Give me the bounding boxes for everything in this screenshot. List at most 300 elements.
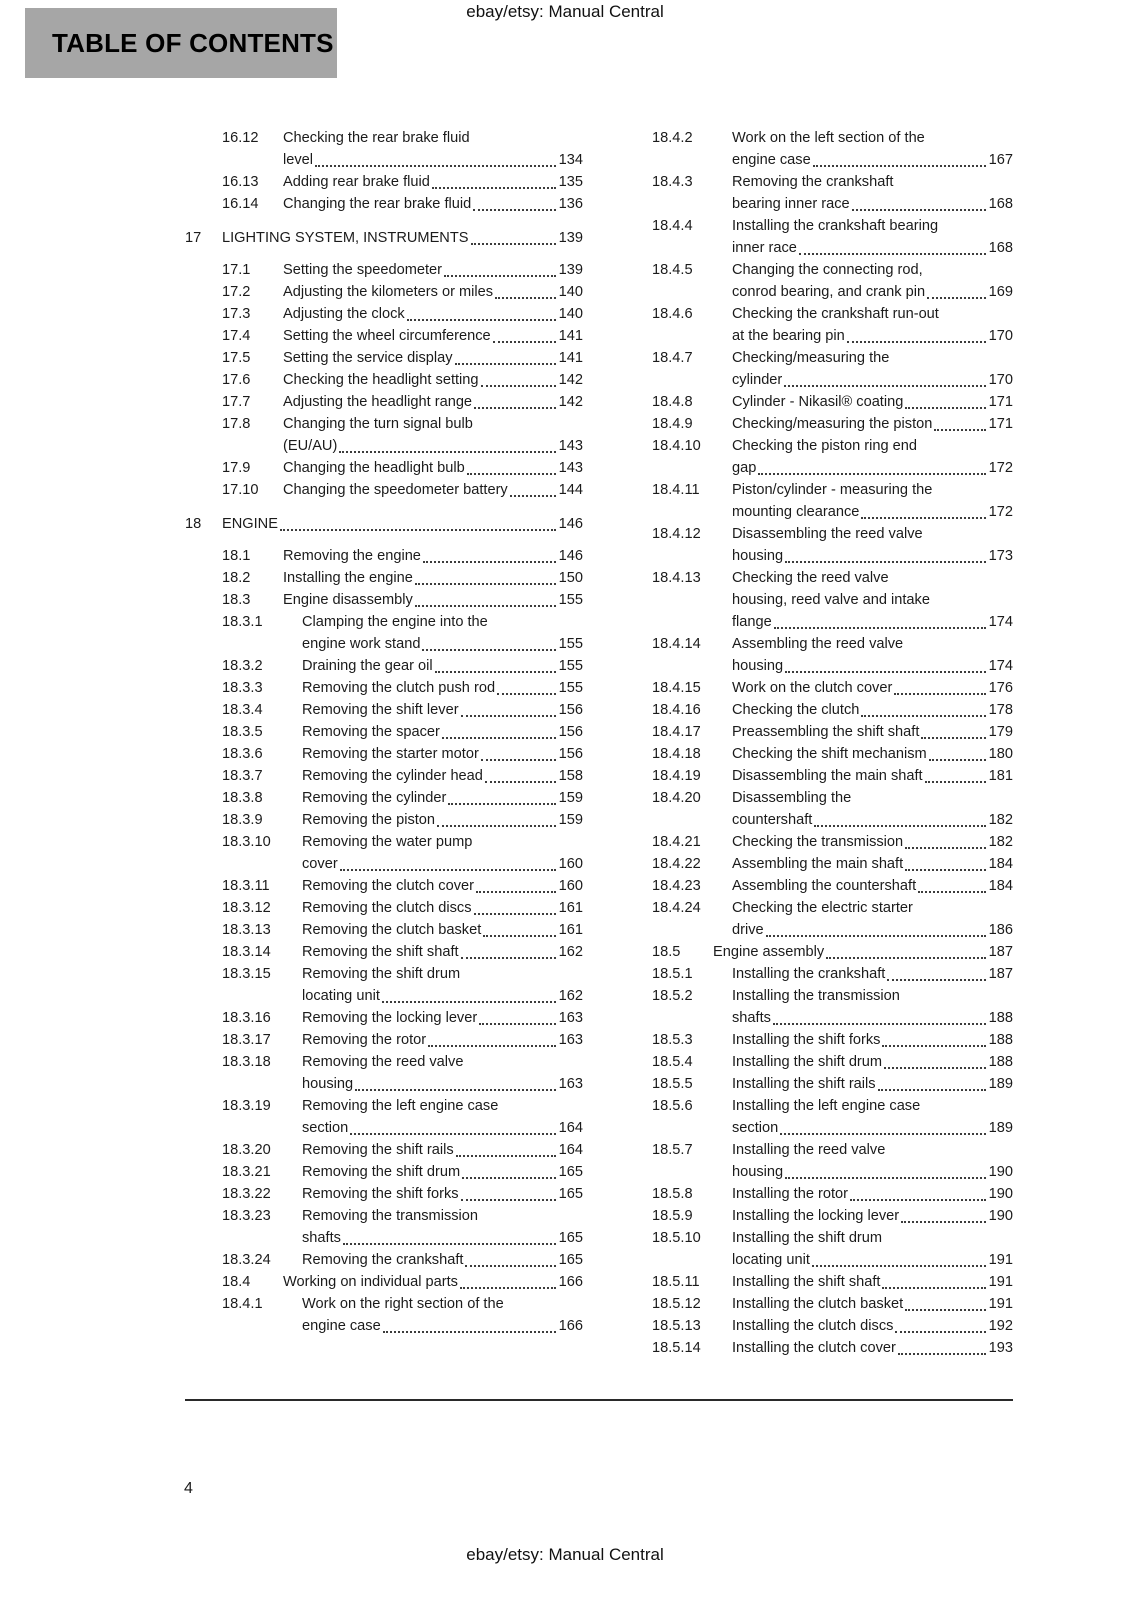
toc-entry-page: 187: [988, 966, 1013, 982]
toc-entry[interactable]: [615, 391, 1013, 413]
toc-title-line: [302, 1073, 583, 1095]
toc-title-line: [283, 413, 583, 435]
toc-entry-number: 18.3.8: [222, 790, 263, 806]
toc-entry-number: 18.3.14: [222, 944, 271, 960]
toc-entry-number: 18.3.9: [222, 812, 263, 828]
toc-title-line: [713, 941, 1013, 963]
toc-title-text: Piston/cylinder - measuring the: [732, 482, 933, 498]
toc-entry-number: 18.5.13: [652, 1318, 701, 1334]
toc-title-text: Work on the clutch cover: [732, 680, 893, 696]
toc-entry-page: 159: [558, 812, 583, 828]
toc-entry-title: [732, 765, 1013, 787]
toc-entry[interactable]: [185, 919, 583, 941]
dot-leader: [905, 869, 985, 871]
toc-title-line: [732, 457, 1013, 479]
toc-entry-page: 164: [558, 1120, 583, 1136]
toc-title-line: [732, 853, 1013, 875]
dot-leader: [437, 825, 556, 827]
toc-title-line: [732, 699, 1013, 721]
toc-title-text: Engine disassembly: [283, 592, 413, 608]
toc-entry-page: 170: [988, 372, 1013, 388]
toc-entry-title: [732, 831, 1013, 853]
toc-entry-title: [732, 413, 1013, 435]
toc-title-text: Checking the shift mechanism: [732, 746, 927, 762]
toc-entry-title: [732, 721, 1013, 743]
toc-title-text: Installing the clutch discs: [732, 1318, 894, 1334]
toc-title-line: [283, 479, 583, 501]
toc-entry[interactable]: [615, 413, 1013, 435]
toc-entry[interactable]: [615, 1227, 1013, 1271]
toc-title-text: flange: [732, 614, 772, 630]
toc-title-line: [732, 1249, 1013, 1271]
toc-entry[interactable]: [615, 171, 1013, 215]
toc-banner: [25, 8, 337, 78]
toc-title-text: Assembling the main shaft: [732, 856, 904, 872]
toc-entry-title: [302, 721, 583, 743]
toc-title-text: engine work stand: [302, 636, 421, 652]
toc-title-line: [302, 1227, 583, 1249]
toc-entry[interactable]: [185, 545, 583, 567]
toc-entry[interactable]: [185, 1029, 583, 1051]
toc-title-text: Removing the clutch basket: [302, 922, 482, 938]
toc-title-text: Adjusting the headlight range: [283, 394, 473, 410]
toc-title-text: drive: [732, 922, 764, 938]
toc-title-line: [732, 1337, 1013, 1359]
toc-entry-page: 162: [558, 944, 583, 960]
toc-entry-title: [732, 1095, 1013, 1139]
toc-entry-number: 18.4.13: [652, 570, 701, 586]
toc-entry-title: [283, 281, 583, 303]
dot-leader: [432, 187, 556, 189]
toc-title-line: [732, 149, 1013, 171]
dot-leader: [785, 1177, 986, 1179]
toc-title-line: [732, 897, 1013, 919]
toc-entry[interactable]: [615, 303, 1013, 347]
toc-entry-title: [732, 1227, 1013, 1271]
toc-title-text: Removing the clutch push rod: [302, 680, 496, 696]
dot-leader: [918, 891, 985, 893]
dot-leader: [483, 935, 555, 937]
toc-title-text: Checking the reed valve: [732, 570, 889, 586]
toc-entry-number: 18.4.18: [652, 746, 701, 762]
toc-entry[interactable]: [615, 831, 1013, 853]
dot-leader: [448, 803, 555, 805]
toc-title-line: [283, 149, 583, 171]
toc-entry[interactable]: [615, 677, 1013, 699]
toc-entry[interactable]: [185, 875, 583, 897]
toc-entry[interactable]: [615, 897, 1013, 941]
toc-entry[interactable]: [615, 1205, 1013, 1227]
toc-entry[interactable]: [185, 479, 583, 501]
toc-entry[interactable]: [185, 1051, 583, 1095]
toc-entry-number: 18.4.5: [652, 262, 693, 278]
toc-title-text: Removing the crankshaft: [732, 174, 894, 190]
toc-title-line: [283, 127, 583, 149]
toc-entry[interactable]: [615, 985, 1013, 1029]
dot-leader: [479, 1023, 555, 1025]
toc-entry-number: 18.5.6: [652, 1098, 693, 1114]
toc-title-text: housing: [732, 548, 784, 564]
toc-title-text: Removing the engine: [283, 548, 421, 564]
toc-title-text: Removing the shift drum: [302, 1164, 461, 1180]
toc-entry[interactable]: [185, 413, 583, 457]
toc-entry[interactable]: [615, 787, 1013, 831]
toc-entry-page: 139: [558, 230, 583, 246]
toc-entry-title: [283, 171, 583, 193]
toc-entry-number: 18.3.5: [222, 724, 263, 740]
toc-entry-number: 16.13: [222, 174, 259, 190]
toc-title-text: mounting clearance: [732, 504, 860, 520]
toc-entry-page: 156: [558, 746, 583, 762]
toc-entry-number: 18.4.3: [652, 174, 693, 190]
toc-entry[interactable]: [615, 435, 1013, 479]
toc-title-line: [732, 1117, 1013, 1139]
toc-title-text: Removing the transmission: [302, 1208, 479, 1224]
toc-entry[interactable]: [615, 1139, 1013, 1183]
toc-title-line: [732, 1271, 1013, 1293]
toc-title-text: Installing the shift shaft: [732, 1274, 881, 1290]
toc-entry[interactable]: [615, 743, 1013, 765]
toc-entry-number: 18.4.24: [652, 900, 701, 916]
dot-leader: [493, 341, 556, 343]
toc-entry-page: 155: [558, 658, 583, 674]
toc-title-line: [732, 237, 1013, 259]
toc-entry[interactable]: [185, 1293, 583, 1337]
toc-entry[interactable]: [185, 611, 583, 655]
toc-entry-title: [302, 1293, 583, 1337]
dot-leader: [471, 243, 556, 245]
toc-title-line: [283, 391, 583, 413]
toc-entry[interactable]: [185, 281, 583, 303]
toc-entry-page: 165: [558, 1164, 583, 1180]
toc-entry[interactable]: [185, 787, 583, 809]
toc-entry-number: 17: [185, 230, 202, 246]
toc-columns: [185, 127, 1013, 1359]
toc-title-text: Removing the cylinder: [302, 790, 447, 806]
toc-entry[interactable]: [615, 215, 1013, 259]
toc-entry[interactable]: [185, 743, 583, 765]
dot-leader: [350, 1133, 555, 1135]
toc-entry-page: 160: [558, 878, 583, 894]
toc-entry[interactable]: [615, 1337, 1013, 1359]
toc-title-line: [732, 1073, 1013, 1095]
toc-entry-page: 136: [558, 196, 583, 212]
toc-title-line: [283, 325, 583, 347]
toc-entry-page: 174: [988, 658, 1013, 674]
toc-entry[interactable]: [185, 809, 583, 831]
toc-title-text: Checking the piston ring end: [732, 438, 917, 454]
toc-entry[interactable]: [185, 589, 583, 611]
toc-entry-title: [732, 743, 1013, 765]
toc-entry-page: 189: [988, 1076, 1013, 1092]
toc-entry[interactable]: [615, 963, 1013, 985]
toc-entry-page: 172: [988, 504, 1013, 520]
toc-entry-page: 171: [988, 416, 1013, 432]
toc-entry-page: 176: [988, 680, 1013, 696]
toc-entry[interactable]: [185, 391, 583, 413]
toc-title-text: Changing the rear brake fluid: [283, 196, 472, 212]
toc-title-line: [732, 215, 1013, 237]
toc-title-text: Changing the headlight bulb: [283, 460, 465, 476]
toc-entry-title: [732, 699, 1013, 721]
toc-entry[interactable]: [615, 765, 1013, 787]
toc-entry-title: [302, 897, 583, 919]
toc-entry-title: [222, 513, 583, 535]
toc-entry-number: 18.4.12: [652, 526, 701, 542]
page-number: 4: [184, 1480, 193, 1497]
toc-entry-number: 16.12: [222, 130, 259, 146]
toc-entry-page: 188: [988, 1032, 1013, 1048]
toc-entry[interactable]: [185, 127, 583, 171]
toc-entry[interactable]: [185, 193, 583, 215]
toc-entry-number: 18.4: [222, 1274, 251, 1290]
toc-entry[interactable]: [185, 1139, 583, 1161]
toc-entry[interactable]: [615, 721, 1013, 743]
dot-leader: [884, 1067, 986, 1069]
toc-entry[interactable]: [615, 127, 1013, 171]
toc-entry-page: 174: [988, 614, 1013, 630]
toc-entry[interactable]: [615, 259, 1013, 303]
dot-leader: [460, 1287, 556, 1289]
toc-entry[interactable]: [185, 897, 583, 919]
toc-entry[interactable]: [185, 1183, 583, 1205]
toc-title-line: [732, 809, 1013, 831]
toc-title-text: Preassembling the shift shaft: [732, 724, 920, 740]
toc-entry-number: 17.10: [222, 482, 259, 498]
toc-title-line: [302, 1293, 583, 1315]
toc-entry-page: 178: [988, 702, 1013, 718]
toc-entry[interactable]: [615, 567, 1013, 633]
toc-entry-title: [732, 1073, 1013, 1095]
toc-entry-number: 17.2: [222, 284, 251, 300]
toc-entry[interactable]: [185, 699, 583, 721]
toc-entry-title: [732, 677, 1013, 699]
toc-entry[interactable]: [615, 1073, 1013, 1095]
toc-entry[interactable]: [185, 941, 583, 963]
toc-banner-title: TABLE OF CONTENTS: [52, 27, 334, 58]
toc-entry[interactable]: [185, 677, 583, 699]
toc-title-line: [283, 171, 583, 193]
toc-entry-title: [302, 919, 583, 941]
toc-title-text: Removing the piston: [302, 812, 436, 828]
toc-entry[interactable]: [185, 765, 583, 787]
toc-entry[interactable]: [185, 171, 583, 193]
toc-entry-number: 18.5.12: [652, 1296, 701, 1312]
toc-entry-page: 169: [988, 284, 1013, 300]
toc-title-line: [732, 985, 1013, 1007]
dot-leader: [481, 759, 556, 761]
toc-entry[interactable]: [185, 831, 583, 875]
toc-entry[interactable]: [185, 655, 583, 677]
toc-title-line: [732, 545, 1013, 567]
toc-entry-number: 18.5.10: [652, 1230, 701, 1246]
toc-title-text: Installing the shift forks: [732, 1032, 881, 1048]
toc-entry[interactable]: [185, 1205, 583, 1249]
toc-entry-number: 17.1: [222, 262, 251, 278]
toc-entry[interactable]: [185, 325, 583, 347]
toc-entry-page: 173: [988, 548, 1013, 564]
toc-entry-page: 139: [558, 262, 583, 278]
footer-title: ebay/etsy: Manual Central: [466, 1545, 664, 1564]
toc-entry[interactable]: [185, 347, 583, 369]
toc-entry[interactable]: [185, 1271, 583, 1293]
toc-entry-number: 17.7: [222, 394, 251, 410]
toc-entry-page: 180: [988, 746, 1013, 762]
toc-entry-page: 141: [558, 350, 583, 366]
toc-title-text: locating unit: [732, 1252, 810, 1268]
toc-entry[interactable]: [615, 1051, 1013, 1073]
toc-entry-page: 166: [558, 1318, 583, 1334]
dot-leader: [510, 495, 556, 497]
header-title: ebay/etsy: Manual Central: [466, 2, 664, 21]
toc-title-text: countershaft: [732, 812, 813, 828]
toc-entry[interactable]: [185, 227, 583, 249]
toc-entry-page: 163: [558, 1032, 583, 1048]
toc-entry[interactable]: [615, 875, 1013, 897]
toc-entry-number: 18.4.14: [652, 636, 701, 652]
toc-entry[interactable]: [185, 567, 583, 589]
toc-entry-title: [283, 127, 583, 171]
toc-entry-number: 18.3.23: [222, 1208, 271, 1224]
toc-entry-title: [302, 677, 583, 699]
toc-entry-page: 192: [988, 1318, 1013, 1334]
toc-entry-title: [302, 1095, 583, 1139]
toc-entry[interactable]: [185, 963, 583, 1007]
toc-title-text: Installing the crankshaft bearing: [732, 218, 939, 234]
toc-title-line: [302, 919, 583, 941]
toc-entry-number: 17.4: [222, 328, 251, 344]
dot-leader: [882, 1287, 985, 1289]
toc-entry-number: 18.4.20: [652, 790, 701, 806]
toc-title-line: [283, 369, 583, 391]
toc-entry-title: [302, 963, 583, 1007]
toc-entry[interactable]: [615, 941, 1013, 963]
toc-entry[interactable]: [185, 369, 583, 391]
toc-entry[interactable]: [615, 1095, 1013, 1139]
toc-entry[interactable]: [615, 479, 1013, 523]
toc-title-line: [302, 963, 583, 985]
toc-entry[interactable]: [615, 1183, 1013, 1205]
toc-entry-page: 193: [988, 1340, 1013, 1356]
toc-entry-number: 18.3.2: [222, 658, 263, 674]
toc-title-line: [732, 567, 1013, 589]
toc-entry-title: [283, 1271, 583, 1293]
toc-title-line: [732, 919, 1013, 941]
toc-entry[interactable]: [615, 347, 1013, 391]
dot-leader: [785, 561, 986, 563]
toc-entry-number: 18.4.1: [222, 1296, 263, 1312]
toc-entry[interactable]: [615, 1293, 1013, 1315]
toc-title-line: [302, 1051, 583, 1073]
toc-title-text: conrod bearing, and crank pin: [732, 284, 926, 300]
toc-title-line: [732, 325, 1013, 347]
toc-entry-number: 18.3.16: [222, 1010, 271, 1026]
toc-entry-title: [732, 963, 1013, 985]
toc-entry-number: 18.3.11: [222, 878, 270, 894]
toc-title-text: Installing the engine: [283, 570, 413, 586]
dot-leader: [850, 1199, 986, 1201]
toc-entry[interactable]: [615, 523, 1013, 567]
toc-entry-title: [732, 1205, 1013, 1227]
toc-title-text: Setting the speedometer: [283, 262, 443, 278]
dot-leader: [905, 1309, 985, 1311]
toc-title-text: Adjusting the clock: [283, 306, 405, 322]
toc-title-line: [302, 985, 583, 1007]
toc-entry-title: [732, 523, 1013, 567]
toc-entry[interactable]: [185, 721, 583, 743]
toc-entry-title: [732, 259, 1013, 303]
toc-title-text: section: [302, 1120, 349, 1136]
toc-title-text: Installing the shift rails: [732, 1076, 876, 1092]
toc-entry[interactable]: [615, 633, 1013, 677]
toc-entry[interactable]: [185, 1161, 583, 1183]
dot-leader: [343, 1243, 556, 1245]
toc-title-line: [302, 787, 583, 809]
toc-entry-title: [283, 413, 583, 457]
toc-title-text: Changing the connecting rod,: [732, 262, 923, 278]
toc-title-line: [302, 721, 583, 743]
toc-entry[interactable]: [615, 1271, 1013, 1293]
toc-entry[interactable]: [615, 853, 1013, 875]
toc-title-text: Installing the left engine case: [732, 1098, 921, 1114]
dot-leader: [280, 529, 556, 531]
toc-title-text: Removing the starter motor: [302, 746, 479, 762]
toc-entry-page: 140: [558, 306, 583, 322]
dot-leader: [847, 341, 986, 343]
toc-entry-title: [732, 303, 1013, 347]
toc-title-text: Work on the left section of the: [732, 130, 925, 146]
toc-entry[interactable]: [615, 1029, 1013, 1051]
toc-entry-number: 18.4.19: [652, 768, 701, 784]
dot-leader: [925, 781, 986, 783]
toc-title-line: [283, 545, 583, 567]
toc-entry-page: 143: [558, 438, 583, 454]
toc-entry[interactable]: [185, 1007, 583, 1029]
toc-title-text: (EU/AU): [283, 438, 338, 454]
dot-leader: [474, 407, 556, 409]
toc-title-text: Removing the shift lever: [302, 702, 459, 718]
toc-title-line: [732, 765, 1013, 787]
toc-entry-number: 18.5.11: [652, 1274, 700, 1290]
toc-title-text: Removing the clutch discs: [302, 900, 472, 916]
dot-leader: [495, 297, 556, 299]
toc-entry[interactable]: [615, 699, 1013, 721]
toc-entry-title: [302, 1007, 583, 1029]
toc-title-line: [302, 1007, 583, 1029]
toc-entry-page: 141: [558, 328, 583, 344]
toc-entry-page: 163: [558, 1076, 583, 1092]
toc-title-line: [732, 127, 1013, 149]
toc-title-line: [283, 193, 583, 215]
toc-entry[interactable]: [185, 513, 583, 535]
toc-entry[interactable]: [615, 1315, 1013, 1337]
toc-entry[interactable]: [185, 259, 583, 281]
toc-title-text: Work on the right section of the: [302, 1296, 504, 1312]
toc-entry[interactable]: [185, 1249, 583, 1271]
toc-entry-title: [302, 699, 583, 721]
toc-entry[interactable]: [185, 303, 583, 325]
toc-title-text: Removing the left engine case: [302, 1098, 499, 1114]
toc-entry[interactable]: [185, 1095, 583, 1139]
toc-title-line: [302, 853, 583, 875]
toc-entry[interactable]: [185, 457, 583, 479]
toc-title-line: [732, 1007, 1013, 1029]
toc-entry-title: [283, 479, 583, 501]
toc-title-text: Removing the spacer: [302, 724, 440, 740]
toc-title-line: [283, 347, 583, 369]
toc-entry-page: 172: [988, 460, 1013, 476]
toc-title-text: Removing the crankshaft: [302, 1252, 464, 1268]
